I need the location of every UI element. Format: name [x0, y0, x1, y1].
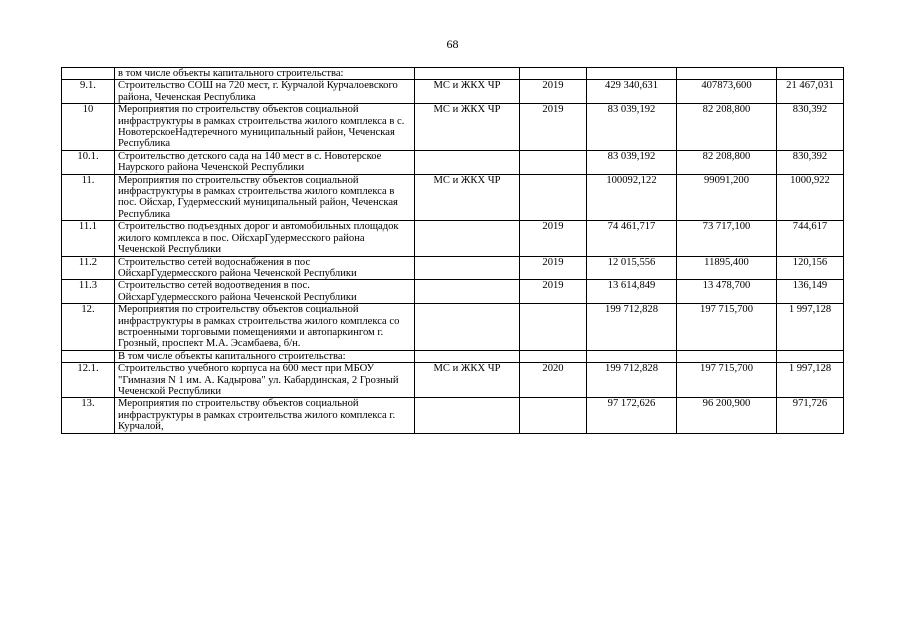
- row-customer: МС и ЖКХ ЧР: [415, 104, 520, 151]
- table-row: [62, 104, 844, 151]
- row-customer: МС и ЖКХ ЧР: [415, 80, 520, 104]
- row-customer: [415, 350, 520, 362]
- row-name: Мероприятия по строительству объектов социальной инфраструктуры в рамках строительства жилого комплекса со встроенными торговыми помещениями и автопаркингом г. Грозный, проспект М.А. Эсамбаева, б/н.: [115, 304, 415, 351]
- row-number: 10.1.: [62, 150, 115, 174]
- table-row: [62, 68, 844, 80]
- row-regional: 21 467,031: [777, 80, 844, 104]
- row-regional: 120,156: [777, 256, 844, 280]
- row-number: 11.3: [62, 280, 115, 304]
- row-regional: 136,149: [777, 280, 844, 304]
- row-regional: 1000,922: [777, 174, 844, 221]
- row-year: 2019: [520, 256, 587, 280]
- row-federal: 99091,200: [677, 174, 777, 221]
- row-year: [520, 304, 587, 351]
- row-number: 11.1: [62, 221, 115, 256]
- row-name: В том числе объекты капитального строительства:: [115, 350, 415, 362]
- row-customer: [415, 221, 520, 256]
- row-customer: [415, 256, 520, 280]
- row-regional: [777, 68, 844, 80]
- row-total: 74 461,717: [587, 221, 677, 256]
- table-row: [62, 280, 844, 304]
- row-customer: [415, 150, 520, 174]
- row-total: 83 039,192: [587, 104, 677, 151]
- table-row: [62, 150, 844, 174]
- table-row: [62, 363, 844, 398]
- row-number: 9.1.: [62, 80, 115, 104]
- row-name: Строительство СОШ на 720 мест, г. Курчалой Курчалоевского района, Чеченская Республика: [115, 80, 415, 104]
- row-customer: [415, 280, 520, 304]
- table-body: [62, 68, 844, 434]
- row-federal: 82 208,800: [677, 150, 777, 174]
- row-regional: 1 997,128: [777, 363, 844, 398]
- row-federal: 197 715,700: [677, 363, 777, 398]
- row-number: [62, 350, 115, 362]
- row-federal: 82 208,800: [677, 104, 777, 151]
- row-year: [520, 174, 587, 221]
- row-regional: 1 997,128: [777, 304, 844, 351]
- table-row: [62, 80, 844, 104]
- row-name: Строительство подъездных дорог и автомобильных площадок жилого комплекса в пос. ОйсхарГудермесского района Чеченской Республики: [115, 221, 415, 256]
- row-total: [587, 350, 677, 362]
- row-number: 10: [62, 104, 115, 151]
- row-name: Мероприятия по строительству объектов социальной инфраструктуры в рамках строительства жилого комплекса в с. НовотерскоеНадтеречного муниципальный район, Чеченская Республика: [115, 104, 415, 151]
- row-name: Мероприятия по строительству объектов социальной инфраструктуры в рамках строительства жилого комплекса в пос. Ойсхар, Гудермесский муниципальный район, Чеченская Республика: [115, 174, 415, 221]
- row-name: Мероприятия по строительству объектов социальной инфраструктуры в рамках строительства жилого комплекса г. Курчалой,: [115, 398, 415, 433]
- row-total: [587, 68, 677, 80]
- row-total: 83 039,192: [587, 150, 677, 174]
- row-federal: 407873,600: [677, 80, 777, 104]
- row-year: [520, 68, 587, 80]
- row-customer: МС и ЖКХ ЧР: [415, 174, 520, 221]
- table-row: [62, 174, 844, 221]
- row-number: 11.: [62, 174, 115, 221]
- row-federal: [677, 68, 777, 80]
- row-number: 12.: [62, 304, 115, 351]
- row-year: 2019: [520, 221, 587, 256]
- row-federal: 11895,400: [677, 256, 777, 280]
- row-name: Строительство детского сада на 140 мест в с. Новотерское Наурского района Чеченской Республики: [115, 150, 415, 174]
- row-name: в том числе объекты капитального строительства:: [115, 68, 415, 80]
- row-number: 11.2: [62, 256, 115, 280]
- row-regional: [777, 350, 844, 362]
- row-number: 13.: [62, 398, 115, 433]
- row-customer: МС и ЖКХ ЧР: [415, 363, 520, 398]
- row-year: 2019: [520, 280, 587, 304]
- row-total: 13 614,849: [587, 280, 677, 304]
- row-year: 2020: [520, 363, 587, 398]
- table-row: [62, 256, 844, 280]
- row-name: Строительство учебного корпуса на 600 мест при МБОУ "Гимназия N 1 им. А. Кадырова" ул. Кабардинская, 2 Грозный Чеченской Республики: [115, 363, 415, 398]
- row-year: 2019: [520, 80, 587, 104]
- row-total: 97 172,626: [587, 398, 677, 433]
- row-name: Строительство сетей водоотведения в пос. ОйсхарГудермесского района Чеченской Республики: [115, 280, 415, 304]
- row-regional: 971,726: [777, 398, 844, 433]
- row-name: Строительство сетей водоснабжения в пос ОйсхарГудермесского района Чеченской Республики: [115, 256, 415, 280]
- row-regional: 744,617: [777, 221, 844, 256]
- row-federal: [677, 350, 777, 362]
- row-regional: 830,392: [777, 150, 844, 174]
- row-regional: 830,392: [777, 104, 844, 151]
- row-total: 199 712,828: [587, 363, 677, 398]
- row-federal: 197 715,700: [677, 304, 777, 351]
- row-year: [520, 350, 587, 362]
- row-total: 12 015,556: [587, 256, 677, 280]
- row-federal: 13 478,700: [677, 280, 777, 304]
- table-row: [62, 398, 844, 433]
- table-row: [62, 221, 844, 256]
- table-row: [62, 350, 844, 362]
- row-total: 199 712,828: [587, 304, 677, 351]
- row-customer: [415, 398, 520, 433]
- row-year: 2019: [520, 104, 587, 151]
- row-year: [520, 398, 587, 433]
- page-number: 68: [446, 37, 459, 51]
- row-total: 100092,122: [587, 174, 677, 221]
- row-customer: [415, 304, 520, 351]
- row-total: 429 340,631: [587, 80, 677, 104]
- row-number: 12.1.: [62, 363, 115, 398]
- table-row: [62, 304, 844, 351]
- row-year: [520, 150, 587, 174]
- row-federal: 96 200,900: [677, 398, 777, 433]
- row-customer: [415, 68, 520, 80]
- row-number: [62, 68, 115, 80]
- program-table: [61, 67, 844, 434]
- row-federal: 73 717,100: [677, 221, 777, 256]
